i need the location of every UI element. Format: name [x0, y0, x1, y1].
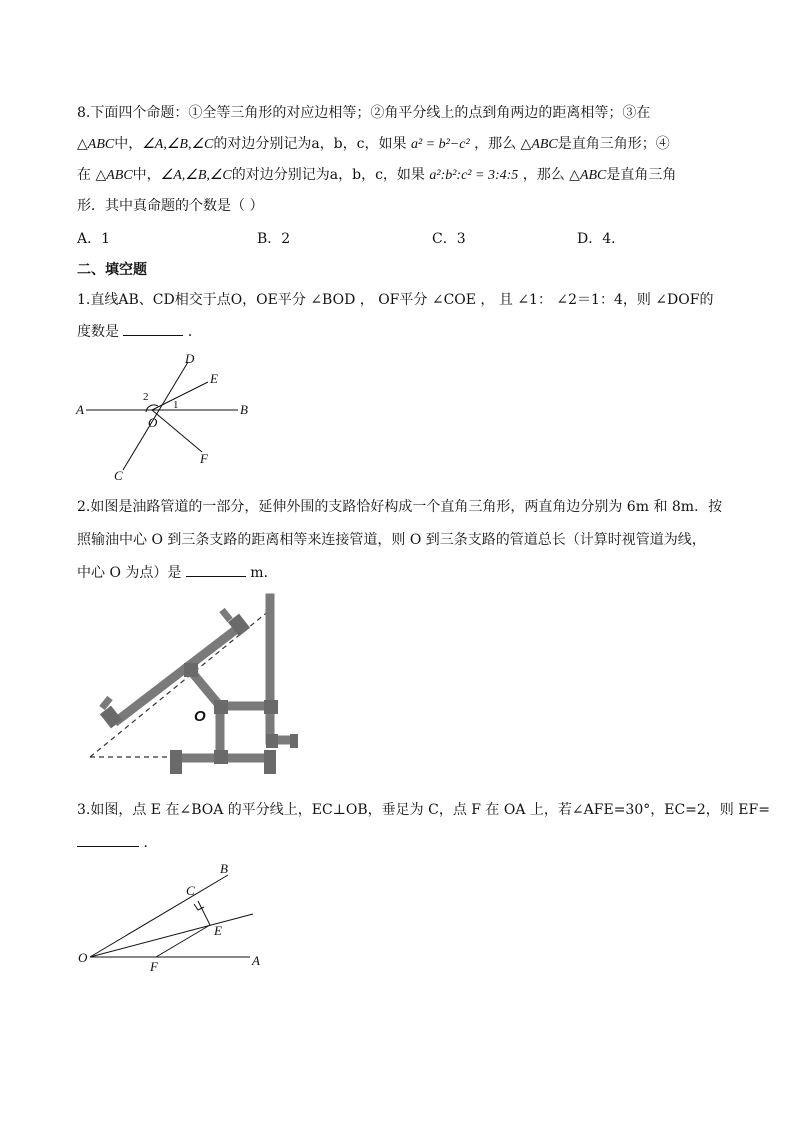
q1-line-1: [77, 290, 713, 310]
q2-line-2: [77, 530, 706, 550]
figure-1-intersecting-lines: [70, 350, 270, 490]
q8-line-4: [77, 196, 263, 216]
label-c: C: [114, 468, 123, 483]
q8-line-2: [77, 134, 670, 155]
segment-ec: [198, 901, 210, 925]
q8-line-1: [77, 103, 650, 123]
label-a: A: [76, 402, 84, 417]
answer-blank[interactable]: [186, 562, 246, 577]
q8-text: 的对边分别记为a，b，c，如果: [213, 136, 407, 152]
q8-text: 是直角三角: [606, 167, 677, 183]
q8-text: 中，: [114, 136, 143, 152]
q8-text-1: 8.下面四个命题：①全等三角形的对应边相等；②角平分线上的点到角两边的距离相等；③在: [77, 105, 651, 121]
answer-blank[interactable]: [77, 832, 139, 847]
label-e: E: [214, 923, 222, 938]
q3-line-2: [77, 832, 157, 853]
equation: a² = b²−c²: [410, 137, 470, 152]
q2-text-1: 2.如图是油路管道的一部分，延伸外围的支路恰好构成一个直角三角形，两直角边分别为 6m 和 8m．按: [77, 499, 723, 515]
label-angle-2: 2: [143, 391, 149, 403]
label-f: F: [150, 959, 158, 974]
ray-of: [152, 410, 202, 452]
q3-text-1: 3.如图，点 E 在∠BOA 的平分线上，EC⊥OB，垂足为 C，点 F 在 OA 上，若∠AFE=30°，EC=2，则 EF=: [77, 802, 770, 818]
q3-text: ．: [143, 835, 158, 851]
q3-line-1: [77, 800, 770, 820]
ray-oe: [152, 382, 208, 410]
q2-line-1: [77, 497, 722, 517]
q8-text: 是直角三角形；④: [557, 136, 670, 152]
angles-abc: ∠A,∠B,∠C: [160, 168, 232, 183]
figure-2-pipeline: [80, 590, 310, 790]
figure-3-angle-bisector: [70, 855, 280, 980]
pipe-stub-top: [222, 610, 230, 620]
triangle-abc: ABC: [531, 137, 558, 152]
label-c: C: [186, 883, 195, 898]
option-d: D．4．: [577, 231, 626, 247]
q1-text: 度数是: [77, 324, 119, 340]
label-a: A: [252, 953, 260, 968]
label-angle-1: 1: [173, 399, 179, 411]
angles-abc: ∠A,∠B,∠C: [142, 137, 214, 152]
q8-text: ，那么 △: [474, 136, 532, 152]
answer-blank[interactable]: [123, 321, 183, 336]
label-e: E: [210, 371, 218, 386]
label-b: B: [240, 402, 248, 417]
q2-text-2: 照输油中心 O 到三条支路的距离相等来连接管道，则 O 到三条支路的管道总长（计算时视管道为线，: [77, 532, 706, 548]
q1-text-1: 1.直线AB、CD相交于点O，OE平分 ∠BOD ， OF平分 ∠COE ， 且 ∠1： ∠2＝1：4，则 ∠DOF的: [77, 292, 714, 308]
label-o: O: [78, 950, 88, 965]
q8-text: 的对边分别记为a，b，c，如果: [231, 167, 425, 183]
q2-line-3: [77, 562, 278, 583]
label-f: F: [200, 451, 208, 466]
label-o: O: [148, 415, 158, 430]
q2-text: 中心 O 为点）是: [77, 565, 182, 581]
pipe-network: [118, 598, 292, 758]
triangle-abc: ABC: [106, 168, 133, 183]
q8-text-4: 形．其中真命题的个数是（ ）: [77, 198, 264, 214]
option-a: A．1: [77, 231, 111, 247]
triangle-symbol: △: [77, 136, 88, 152]
triangle-abc: ABC: [87, 137, 115, 152]
q2-text: m．: [250, 565, 278, 581]
segment-fe: [156, 925, 210, 957]
q8-text: 中，: [132, 167, 161, 183]
q8-line-3: [77, 165, 676, 186]
q1-line-2: [77, 321, 202, 342]
pipe-stub-left: [102, 698, 110, 708]
q1-text: ．: [187, 324, 202, 340]
ray-ob: [90, 875, 228, 957]
equation: a²:b²:c² = 3:4:5: [429, 168, 519, 183]
label-b: B: [220, 861, 228, 876]
q8-text: ，那么 △: [522, 167, 580, 183]
q8-text: 在 △: [77, 167, 107, 183]
triangle-abc: ABC: [579, 168, 607, 183]
label-d: D: [185, 351, 195, 366]
label-o: O: [194, 708, 206, 725]
option-c: C．3: [432, 231, 466, 247]
option-b: B．2: [257, 231, 291, 247]
bisector-oe: [90, 914, 253, 957]
section-heading: 二、填空题: [77, 262, 147, 278]
